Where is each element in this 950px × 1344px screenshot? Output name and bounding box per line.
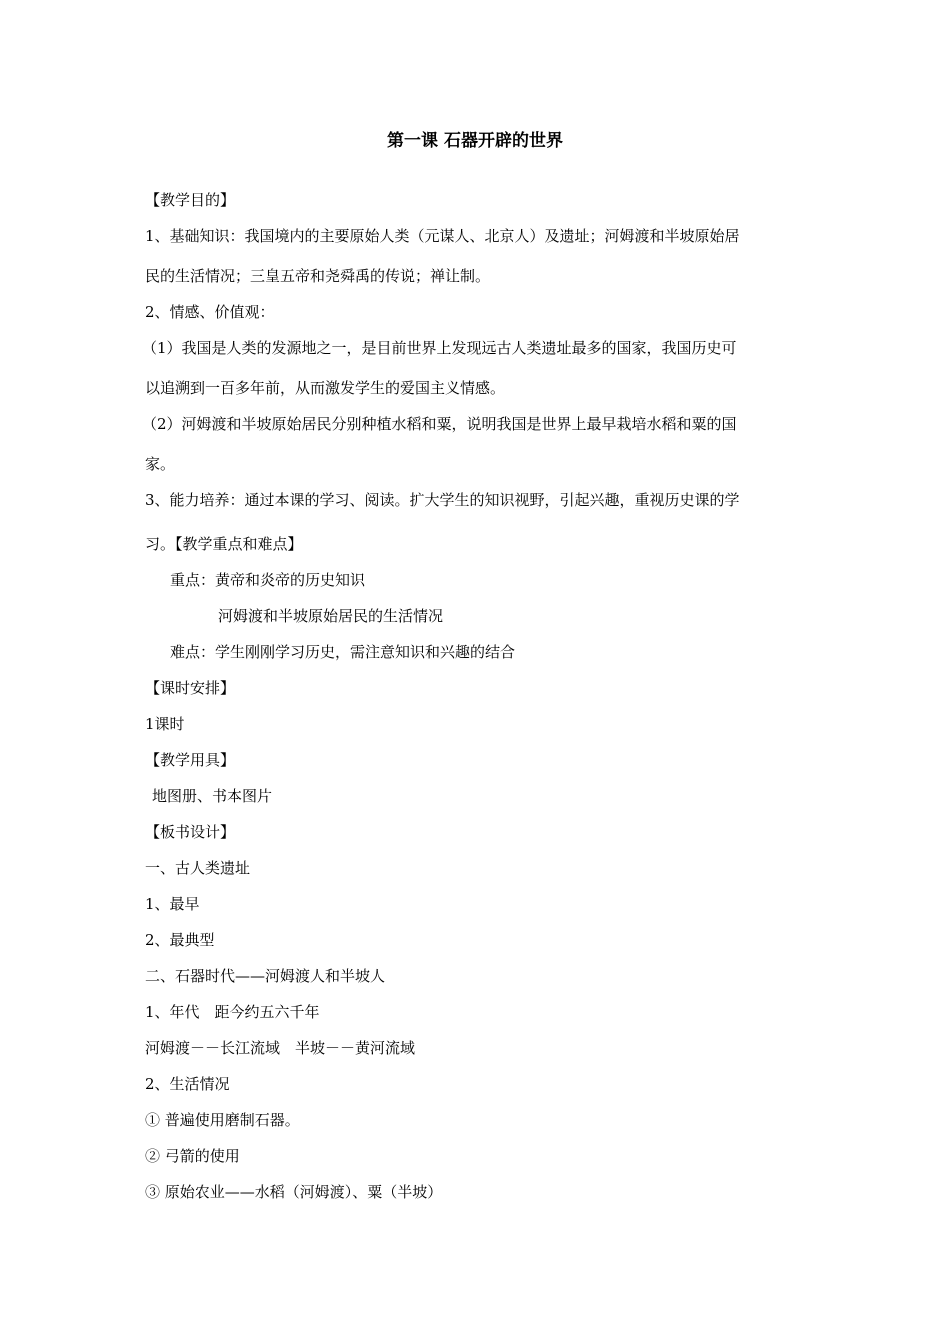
- text-line: （2）河姆渡和半坡原始居民分别种植水稻和粟，说明我国是世界上最早栽培水稻和粟的国: [142, 415, 737, 433]
- text-line: 2、生活情况: [145, 1075, 230, 1093]
- text-line: 1、年代 距今约五六千年: [145, 1003, 320, 1021]
- text-line: 1、基础知识：我国境内的主要原始人类（元谋人、北京人）及遗址；河姆渡和半坡原始居: [145, 227, 740, 245]
- text-line: 以追溯到一百多年前，从而激发学生的爱国主义情感。: [145, 379, 506, 397]
- text-line: 河姆渡－－长江流域 半坡－－黄河流域: [145, 1039, 416, 1057]
- section-heading-objectives: 【教学目的】: [145, 191, 236, 209]
- text-line: 1课时: [145, 715, 185, 733]
- text-line: 习。【教学重点和难点】: [145, 535, 303, 553]
- text-line: 重点：黄帝和炎帝的历史知识: [170, 571, 366, 589]
- text-line: 河姆渡和半坡原始居民的生活情况: [218, 607, 444, 625]
- section-heading-tools: 【教学用具】: [145, 751, 236, 769]
- section-heading-board: 【板书设计】: [145, 823, 236, 841]
- section-heading-schedule: 【课时安排】: [145, 679, 236, 697]
- list-item: ② 弓箭的使用: [145, 1147, 240, 1165]
- list-item: ③ 原始农业——水稻（河姆渡）、粟（半坡）: [145, 1183, 443, 1201]
- text-line: 家。: [145, 455, 176, 473]
- text-line: 地图册、书本图片: [152, 787, 273, 805]
- page-title: 第一课 石器开辟的世界: [387, 131, 563, 151]
- list-item: ① 普遍使用磨制石器。: [145, 1111, 300, 1129]
- text-line: 1、最早: [145, 895, 200, 913]
- text-line: 民的生活情况；三皇五帝和尧舜禹的传说；禅让制。: [145, 267, 491, 285]
- text-line: 二、石器时代——河姆渡人和半坡人: [145, 967, 386, 985]
- text-line: 一、古人类遗址: [145, 859, 251, 877]
- text-line: 2、情感、价值观：: [145, 303, 275, 321]
- text-line: 难点：学生刚刚学习历史，需注意知识和兴趣的结合: [170, 643, 516, 661]
- text-line: （1）我国是人类的发源地之一，是目前世界上发现远古人类遗址最多的国家，我国历史可: [142, 339, 737, 357]
- text-line: 3、能力培养：通过本课的学习、阅读。扩大学生的知识视野，引起兴趣，重视历史课的学: [145, 491, 740, 509]
- text-line: 2、最典型: [145, 931, 215, 949]
